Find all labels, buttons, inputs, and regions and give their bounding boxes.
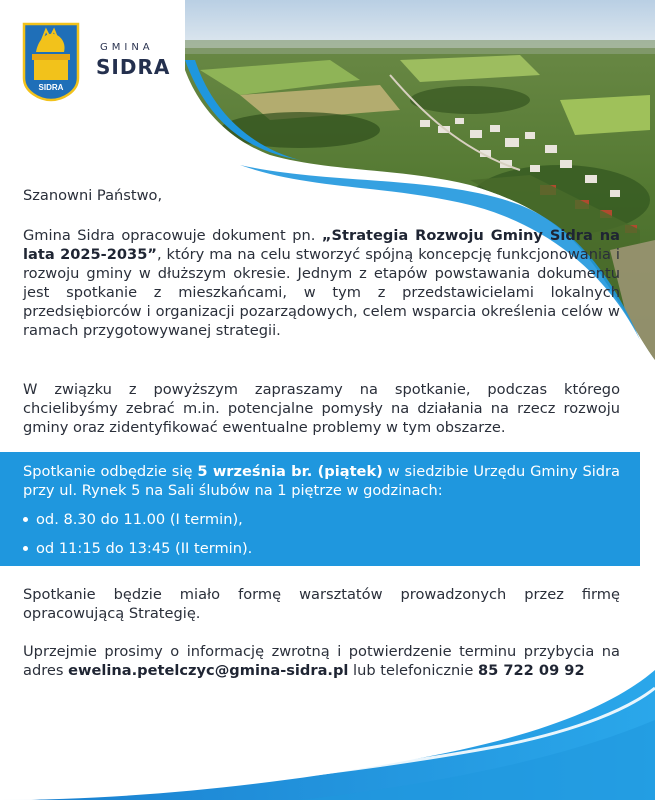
intro-text-2: , który ma na celu stworzyć spójną koncepcję funkcjonowania i rozwoju gminy w dłuższym okresie. Jednym z etapów powstawania dokumentu jest spotkanie z mieszkańcami, w tym z przedstawicielami lokalnych przedsiębiorców i organizacji pozarządowych, celem wsparcia określenia celów w ramach przygotowywanej strategii. [23,246,620,339]
contact-text-1: Uprzejmie prosimy o informację zwrotną i potwierdzenie terminu przybycia na adres [23,643,620,679]
meeting-times-list [23,510,620,558]
meeting-text-1: Spotkanie odbędzie się [23,463,198,480]
intro-text-1: Gmina Sidra opracowuje dokument pn. [23,227,322,244]
paragraph-workshop: Spotkanie będzie miało formę warsztatów prowadzonych przez firmę opracowującą Strategię. [23,586,620,622]
brand-gmina: GMINA [100,42,154,53]
greeting: Szanowni Państwo, [23,187,163,204]
bottom-decorative-wave [0,660,655,800]
paragraph-contact [23,642,620,680]
strategy-title: „Strategia Rozwoju Gminy Sidra na lata 2025-2035” [23,227,621,263]
meeting-text-2: w siedzibie Urzędu Gminy Sidra przy ul. Rynek 5 na Sali ślubów na 1 piętrze w godzinach: [23,463,620,499]
meeting-time-1: od. 8.30 do 11.00 (I termin), [23,510,620,529]
logo-text: SIDRA [38,83,64,92]
paragraph-intro [23,226,620,340]
paragraph-invitation: W związku z powyższym zapraszamy na spotkanie, podczas którego chcielibyśmy zebrać m.in. potencjalne pomysły na działania na rzecz rozwoju gminy oraz zidentyfikować ewentualne problemy w tym obszarze. [23,381,620,436]
contact-phone[interactable]: 85 722 09 92 [477,662,585,679]
contact-text-2: lub telefonicznie [348,662,478,679]
meeting-time-2: od 11:15 do 13:45 (II termin). [23,539,620,558]
gmina-sidra-coat-of-arms-logo [22,22,80,102]
brand-sidra: SIDRA [96,55,171,79]
brand [96,42,170,79]
contact-email[interactable]: ewelina.petelczyc@gmina-sidra.pl [68,662,349,679]
meeting-date: 5 września br. (piątek) [197,463,383,480]
meeting-info [23,462,620,568]
